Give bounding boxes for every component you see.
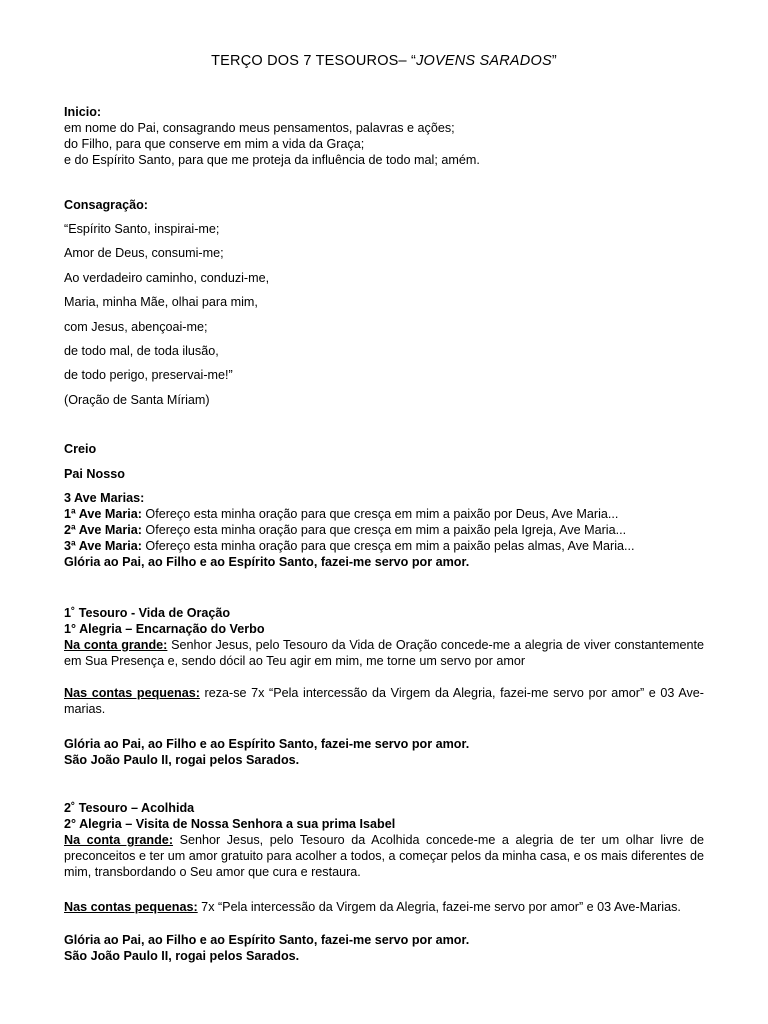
inicio-line: em nome do Pai, consagrando meus pensamentos, palavras e ações; [64, 121, 455, 135]
ave-maria-label: 2ª Ave Maria: [64, 523, 142, 537]
title-italic: JOVENS SARADOS [416, 53, 552, 69]
gloria-line: Glória ao Pai, ao Filho e ao Espírito Santo, fazei-me servo por amor. [64, 737, 470, 751]
prayer-line: de todo mal, de toda ilusão, [64, 344, 219, 359]
inicio-line: do Filho, para que conserve em mim a vida da Graça; [64, 137, 365, 151]
title-end: ” [551, 53, 557, 69]
consagracao-section [64, 197, 704, 213]
inicio-line: e do Espírito Santo, para que me proteja da influência de todo mal; amém. [64, 153, 480, 167]
consagracao-attribution-block [64, 392, 704, 408]
ave-marias-heading: 3 Ave Marias: [64, 491, 145, 505]
prayer-line: “Espírito Santo, inspirai-me; [64, 222, 220, 236]
conta-grande-label: Na conta grande: [64, 638, 168, 652]
ave-maria-item [64, 522, 704, 538]
conta-grande-paragraph [64, 832, 704, 880]
inicio-section [64, 104, 704, 168]
tesouro-2-contas-pequenas [64, 899, 704, 915]
tesouro-2-closing [64, 932, 704, 964]
prayer-line: Maria, minha Mãe, olhai para mim, [64, 295, 258, 310]
sao-joao-line: São João Paulo II, rogai pelos Sarados. [64, 753, 300, 767]
tesouro-title: 1˚ Tesouro - Vida de Oração [64, 606, 231, 620]
prayer-line: com Jesus, abençoai-me; [64, 319, 208, 334]
contas-pequenas-paragraph [64, 899, 704, 915]
tesouro-1-section [64, 605, 704, 717]
ave-maria-item [64, 538, 704, 554]
gloria-line: Glória ao Pai, ao Filho e ao Espírito Santo, fazei-me servo por amor. [64, 933, 470, 947]
consagracao-prayer [64, 217, 704, 388]
alegria-title: 1° Alegria – Encarnação do Verbo [64, 622, 265, 636]
creio-block [64, 441, 704, 457]
alegria-title: 2° Alegria – Visita de Nossa Senhora a sua prima Isabel [64, 817, 396, 831]
title-text: TERÇO DOS 7 TESOUROS– “ [211, 53, 417, 69]
conta-grande-paragraph [64, 637, 704, 669]
creio-heading: Creio [64, 442, 97, 456]
ave-maria-item [64, 506, 704, 522]
inicio-heading: Inicio: [64, 105, 102, 119]
ave-maria-text: Ofereço esta minha oração para que cresça em mim a paixão pela Igreja, Ave Maria... [141, 523, 627, 537]
conta-grande-text: Senhor Jesus, pelo Tesouro da Vida de Oração concede-me a alegria de viver constantemente em Sua Presença e, sendo dócil ao Teu agir em mim, me torne um servo por amor [64, 638, 704, 668]
conta-grande-text: Senhor Jesus, pelo Tesouro da Acolhida concede-me a alegria de ter um olhar livre de preconceitos e ter um amor gratuito para acolher a todos, a começar pelos da minha casa, e os mais diferentes de mim, transbordando o Seu amor que cura e restaura. [64, 833, 704, 879]
ave-maria-label: 1ª Ave Maria: [64, 507, 142, 521]
prayer-line: Amor de Deus, consumi-me; [64, 246, 224, 261]
ave-marias-section [64, 490, 704, 570]
contas-pequenas-label: Nas contas pequenas: [64, 900, 198, 914]
ave-maria-label: 3ª Ave Maria: [64, 539, 142, 553]
contas-pequenas-label: Nas contas pequenas: [64, 686, 200, 700]
tesouro-1-closing [64, 736, 704, 768]
gloria-line: Glória ao Pai, ao Filho e ao Espírito Santo, fazei-me servo por amor. [64, 555, 470, 569]
ave-maria-text: Ofereço esta minha oração para que cresça em mim a paixão pelas almas, Ave Maria... [141, 539, 635, 553]
prayer-line: de todo perigo, preservai-me!” [64, 368, 233, 383]
contas-pequenas-text: reza-se 7x “Pela intercessão da Virgem da Alegria, fazei-me servo por amor” e 03 Ave-marias. [64, 686, 704, 716]
pai-nosso-block [64, 466, 704, 482]
ave-maria-text: Ofereço esta minha oração para que cresça em mim a paixão por Deus, Ave Maria... [141, 507, 619, 521]
document-title [64, 52, 704, 70]
tesouro-title: 2˚ Tesouro – Acolhida [64, 801, 195, 815]
pai-nosso-heading: Pai Nosso [64, 467, 125, 481]
conta-grande-label: Na conta grande: [64, 833, 174, 847]
contas-pequenas-paragraph [64, 685, 704, 717]
consagracao-heading: Consagração: [64, 198, 148, 212]
consagracao-attribution: (Oração de Santa Míriam) [64, 393, 210, 407]
sao-joao-line: São João Paulo II, rogai pelos Sarados. [64, 949, 300, 963]
tesouro-2-section [64, 800, 704, 880]
prayer-line: Ao verdadeiro caminho, conduzi-me, [64, 270, 270, 285]
contas-pequenas-text: 7x “Pela intercessão da Virgem da Alegria, fazei-me servo por amor” e 03 Ave-Marias. [197, 900, 681, 914]
